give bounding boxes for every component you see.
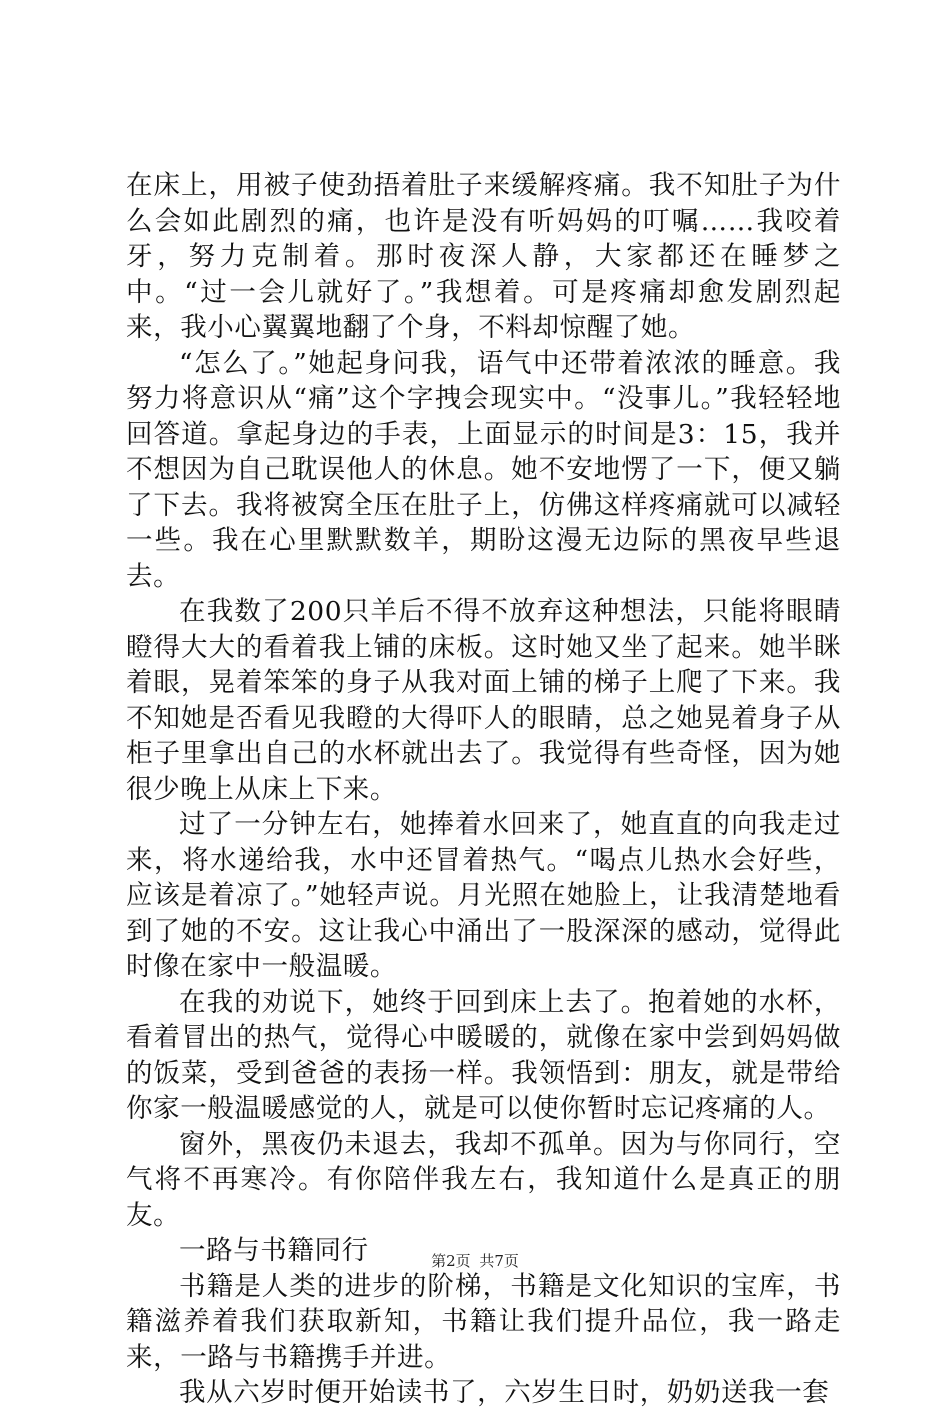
paragraph: 在我的劝说下，她终于回到床上去了。抱着她的水杯，看着冒出的热气，觉得心中暖暖的，就像在家中尝到妈妈做的饭菜，受到爸爸的表扬一样。我领悟到：朋友，就是带给你家一般温暖感觉的人，就是可以使你暂时忘记疼痛的人。 xyxy=(126,986,841,1124)
page-footer xyxy=(0,1250,950,1271)
document-body xyxy=(126,168,841,1411)
paragraph: 在床上，用被子使劲捂着肚子来缓解疼痛。我不知肚子为什么会如此剧烈的痛，也许是没有听妈妈的叮嘱……我咬着牙，努力克制着。那时夜深人静，大家都还在睡梦之中。“过一会儿就好了。”我想着。可是疼痛却愈发剧烈起来，我小心翼翼地翻了个身，不料却惊醒了她。 xyxy=(126,170,841,343)
paragraph: “怎么了。”她起身问我，语气中还带着浓浓的睡意。我努力将意识从“痛”这个字拽会现实中。“没事儿。”我轻轻地回答道。拿起身边的手表，上面显示的时间是3：15，我并不想因为自己耽误他人的休息。她不安地愣了一下，便又躺了下去。我将被窝全压在肚子上，仿佛这样疼痛就可以减轻一些。我在心里默默数羊，期盼这漫无边际的黑夜早些退去。 xyxy=(126,347,841,592)
section-heading: 一路与书籍同行 xyxy=(179,1235,369,1266)
paragraph: 书籍是人类的进步的阶梯，书籍是文化知识的宝库，书籍滋养着我们获取新知，书籍让我们提升品位，我一路走来，一路与书籍携手并进。 xyxy=(126,1270,841,1373)
page-number: 第2页 xyxy=(431,1252,471,1270)
paragraph: 我从六岁时便开始读书了，六岁生日时，奶奶送我一套 xyxy=(179,1377,830,1408)
paragraph: 窗外，黑夜仍未退去，我却不孤单。因为与你同行，空气将不再寒冷。有你陪伴我左右，我知道什么是真正的朋友。 xyxy=(126,1128,841,1231)
paragraph: 在我数了200只羊后不得不放弃这种想法，只能将眼睛瞪得大大的看着我上铺的床板。这时她又坐了起来。她半眯着眼，晃着笨笨的身子从我对面上铺的梯子上爬了下来。我不知她是否看见我瞪的大得吓人的眼睛，总之她晃着身子从柜子里拿出自己的水杯就出去了。我觉得有些奇怪，因为她很少晚上从床上下来。 xyxy=(126,596,841,805)
page-total: 共7页 xyxy=(479,1252,519,1270)
paragraph: 过了一分钟左右，她捧着水回来了，她直直的向我走过来，将水递给我，水中还冒着热气。“喝点儿热水会好些，应该是着凉了。”她轻声说。月光照在她脸上，让我清楚地看到了她的不安。这让我心中涌出了一股深深的感动，觉得此时像在家中一般温暖。 xyxy=(126,809,841,982)
